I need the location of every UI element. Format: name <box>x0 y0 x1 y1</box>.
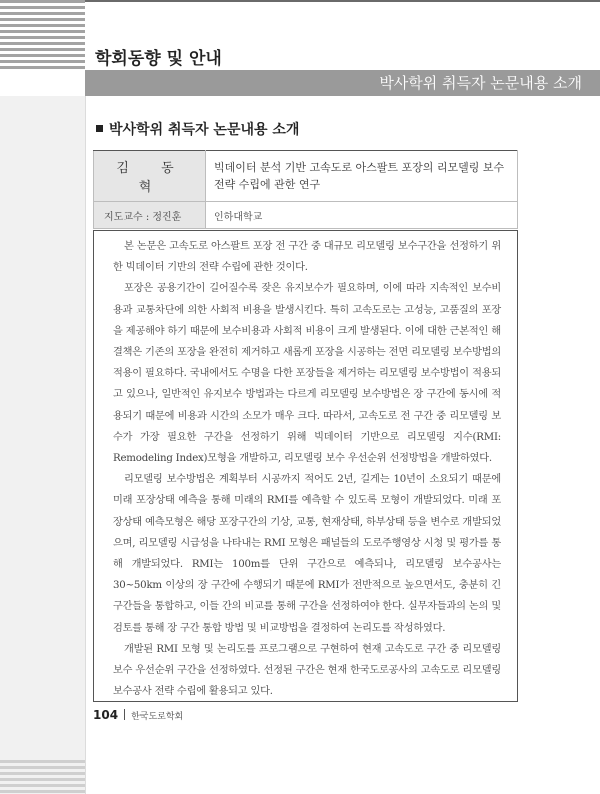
abstract-paragraph: 개발된 RMI 모형 및 논리도를 프로그램으로 구현하여 현재 고속도로 구간 중 리모델링 보수 우선순위 구간을 선정하였다. 선정된 구간은 현재 한국도로공사의 고속도로 리모델링 보수공사 전략 수립에 활용되고 있다. <box>113 643 501 698</box>
thesis-title: 빅데이터 분석 기반 고속도로 아스팔트 포장의 리모델링 보수 전략 수립에 관한 연구 <box>206 151 518 202</box>
header-stripes-decoration <box>0 0 85 72</box>
university: 인하대학교 <box>206 202 518 229</box>
thesis-info-table <box>93 150 518 229</box>
square-bullet-icon <box>96 125 103 132</box>
top-rule <box>85 0 600 2</box>
page-header-title: 학회동향 및 안내 <box>95 49 222 69</box>
left-margin-edge <box>85 96 86 794</box>
section-heading-text: 박사학위 취득자 논문내용 소개 <box>109 122 300 138</box>
page-footer <box>93 708 183 722</box>
author-name: 김 동 혁 <box>94 151 206 202</box>
page-number: 104 <box>93 708 119 722</box>
abstract-paragraph: 본 논문은 고속도로 아스팔트 포장 전 구간 중 대규모 리모델링 보수구간을 선정하기 위한 빅데이터 기반의 전략 수립에 관한 것이다. <box>113 241 501 274</box>
table-row <box>94 202 518 229</box>
left-margin-strip <box>0 96 85 794</box>
advisor: 지도교수 : 정진훈 <box>94 202 206 229</box>
abstract-paragraph: 리모델링 보수방법은 계획부터 시공까지 적어도 2년, 길게는 10년이 소요되기 때문에 미래 포장상태 예측을 통해 미래의 RMI를 예측할 수 있도록 모형이 개발되었다. 미래 포장상태 예측모형은 해당 포장구간의 기상, 교통, 현재상태, 하부상태 등을 변수로 개발되었으며, 리모델링 시급성을 나타내는 RMI 모형은 패널들의 도로주행영상 시청 및 평가를 통해 개발되었다. RMI는 100m를 단위 구간으로 예측되나, 리모델링 보수공사는 30~50km 이상의 장 구간에 수행되기 때문에 RMI가 전반적으로 높으면서도, 충분히 긴 구간들을 통합하고, 이들 간의 비교를 통해 구간을 선정하여야 한다. 실무자들과의 논의 및 검토를 통해 장 구간 통합 방법 및 비교방법을 결정하여 논리도를 작성하였다. <box>113 474 501 634</box>
table-row <box>94 151 518 202</box>
footer-stripes-decoration <box>0 760 85 794</box>
section-heading <box>96 119 299 139</box>
journal-name: 한국도로학회 <box>131 712 184 722</box>
footer-divider <box>124 709 125 720</box>
page-header-subtitle: 박사학위 취득자 논문내용 소개 <box>379 74 582 92</box>
abstract-text <box>113 236 501 702</box>
abstract-paragraph: 포장은 공용기간이 길어질수록 잦은 유지보수가 필요하며, 이에 따라 지속적인 보수비용과 교통차단에 의한 사회적 비용을 발생시킨다. 특히 고속도로는 고성능, 고품질의 포장을 제공해야 하기 때문에 보수비용과 사회적 비용이 크게 발생된다. 이에 대한 근본적인 해결책은 기존의 포장을 완전히 제거하고 새롭게 포장을 시공하는 전면 리모델링 보수방법의 적용이 필요하다. 국내에서도 수명을 다한 포장들을 제거하는 리모델링 보수방법이 적용되고 있으나, 일반적인 유지보수 방법과는 다르게 리모델링 보수방법은 장 구간에 동시에 적용되기 때문에 비용과 시간의 소모가 매우 크다. 따라서, 고속도로 전 구간 중 리모델링 보수가 가장 필요한 구간을 선정하기 위해 빅데이터 기반으로 리모델링 지수(RMI: Remodeling Index)모형을 개발하고, 리모델링 보수 우선순위 선정방법을 개발하였다. <box>113 283 501 465</box>
